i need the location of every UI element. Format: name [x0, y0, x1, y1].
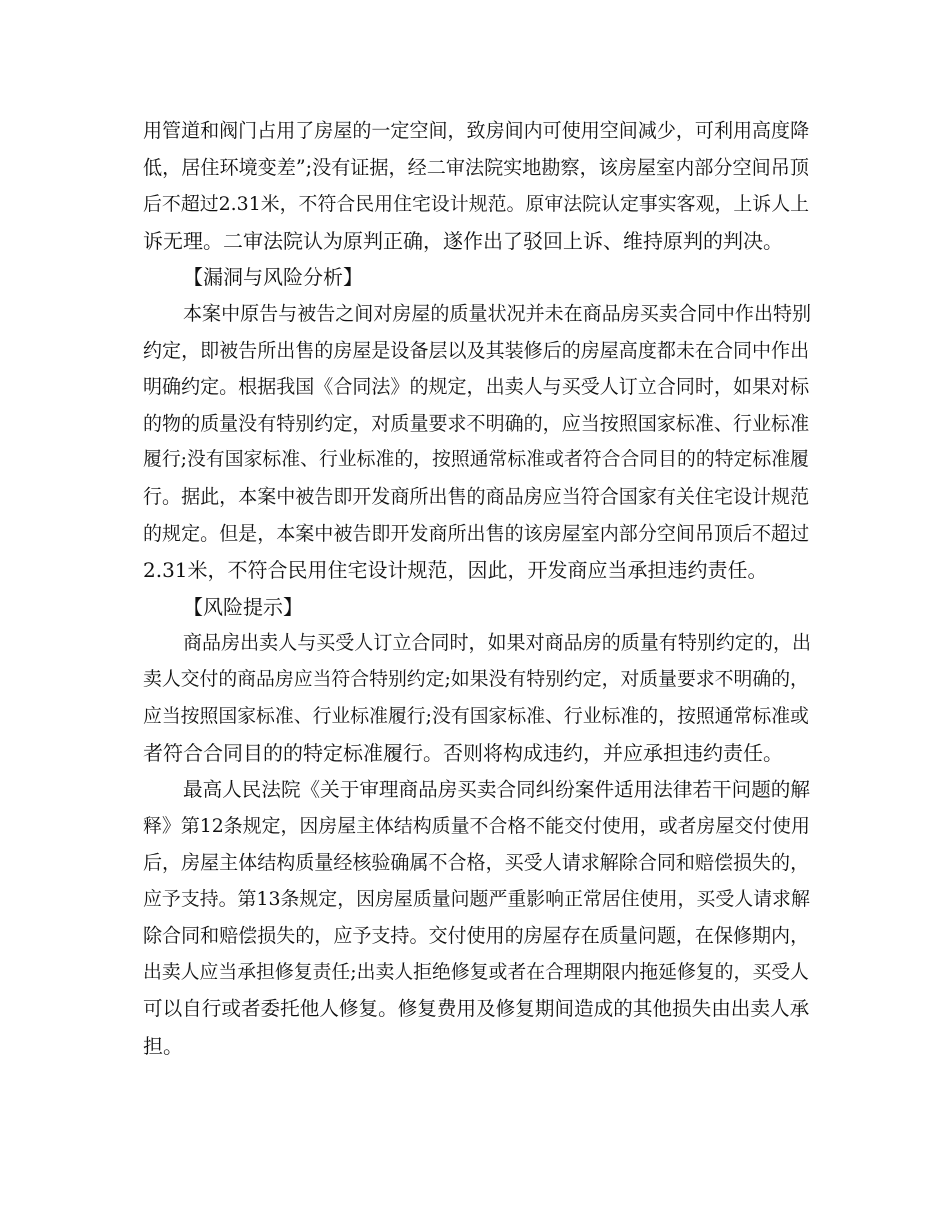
text-line: 出卖人应当承担修复责任;出卖人拒绝修复或者在合理期限内拖延修复的，买受人 [143, 961, 809, 983]
text-line: 明确约定。根据我国《合同法》的规定，出卖人与买受人订立合同时，如果对标 [143, 376, 810, 399]
text-line: 应予支持。第13条规定，因房屋质量问题严重影响正常居住使用，买受人请求解 [143, 888, 810, 911]
text-line: 【风险提示】 [183, 594, 303, 619]
text-line: 诉无理。二审法院认为原判正确，遂作出了驳回上诉、维持原判的判决。 [143, 228, 783, 253]
text-line: 者符合合同目的的特定标准履行。否则将构成违约，并应承担违约责任。 [143, 741, 783, 766]
text-line: 最高人民法院《关于审理商品房买卖合同纠纷案件适用法律若干问题的解 [183, 777, 810, 801]
text-line: 履行;没有国家标准、行业标准的，按照通常标准或者符合合同目的的特定标准履 [143, 449, 809, 471]
text-line: 的规定。但是，本案中被告即开发商所出售的该房屋室内部分空间吊顶后不超过 [143, 522, 810, 545]
text-line: 本案中原告与被告之间对房屋的质量状况并未在商品房买卖合同中作出特别 [183, 302, 812, 325]
text-line: 释》第12条规定，因房屋主体结构质量不合格不能交付使用，或者房屋交付使用 [143, 815, 810, 838]
text-line: 可以自行或者委托他人修复。修复费用及修复期间造成的其他损失由出卖人承 [143, 997, 810, 1021]
text-line: 卖人交付的商品房应当符合特别约定;如果没有特别约定，对质量要求不明确的， [143, 668, 809, 690]
text-line: 后，房屋主体结构质量经核验确属不合格，买受人请求解除合同和赔偿损失的， [143, 851, 810, 874]
text-line: 后不超过2.31米，不符合民用住宅设计规范。原审法院认定事实客观，上诉人上 [143, 193, 810, 216]
text-line: 2.31米，不符合民用住宅设计规范，因此，开发商应当承担违约责任。 [143, 558, 768, 583]
text-line: 商品房出卖人与买受人订立合同时，如果对商品房的质量有特别约定的，出 [183, 632, 812, 655]
text-line: 【漏洞与风险分析】 [183, 265, 363, 290]
text-line: 的物的质量没有特别约定，对质量要求不明确的，应当按照国家标准、行业标准 [143, 412, 810, 435]
document-body [143, 113, 813, 1064]
text-line: 用管道和阀门占用了房屋的一定空间，致房间内可使用空间减少，可利用高度降 [143, 120, 810, 142]
text-line: 担。 [143, 1033, 183, 1058]
text-line: 约定，即被告所出售的房屋是设备层以及其装修后的房屋高度都未在合同中作出 [143, 339, 810, 362]
text-line: 低，居住环境变差”;没有证据，经二审法院实地勘察，该房屋室内部分空间吊顶 [143, 155, 809, 179]
text-line: 应当按照国家标准、行业标准履行;没有国家标准、行业标准的，按照通常标准或 [143, 705, 809, 727]
text-line: 行。据此，本案中被告即开发商所出售的商品房应当符合国家有关住宅设计规范 [143, 485, 810, 508]
text-line: 除合同和赔偿损失的，应予支持。交付使用的房屋存在质量问题，在保修期内， [143, 925, 810, 948]
